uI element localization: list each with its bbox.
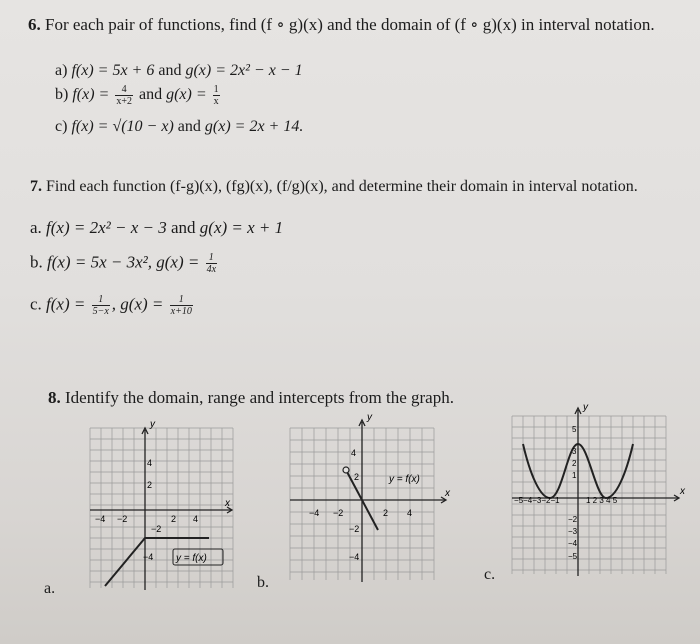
graph-a-tick: −2 bbox=[151, 524, 162, 534]
graph-a-grid bbox=[90, 428, 233, 588]
graph-c-tick: −4 bbox=[568, 539, 578, 548]
graph-a-x-axis-label: x bbox=[225, 498, 230, 509]
problem-7-item-b: b. f(x) = 5x − 3x², g(x) = $\frac{1}{4x}$ bbox=[30, 252, 217, 275]
graph-c-letter: c. bbox=[484, 566, 496, 583]
graph-a-tick: 2 bbox=[147, 480, 153, 490]
graph-a-tick: 4 bbox=[193, 514, 199, 524]
fraction: $\frac{1}{x}$ bbox=[213, 84, 219, 107]
graph-a bbox=[85, 418, 235, 593]
graph-c-tick: 1 bbox=[572, 471, 577, 480]
graph-a-tick: −4 bbox=[143, 552, 154, 562]
problem-7-prompt: 7. Find each function (f-g)(x), (fg)(x), (f/g)(x), and determine their domain in interval notation. bbox=[30, 178, 638, 195]
problem-6-item-c: c) f(x) = √(10 − x) and g(x) = 2x + 14. bbox=[55, 118, 304, 135]
graph-c-y-axis-label: y bbox=[583, 402, 588, 413]
fraction: $\frac{4}{x+2}$ bbox=[116, 84, 132, 107]
fraction: $\frac{1}{x+10}$ bbox=[170, 294, 192, 317]
graph-b-tick: −2 bbox=[349, 524, 360, 534]
graph-b-tick: 4 bbox=[407, 508, 413, 518]
graph-c-tick: 2 bbox=[572, 459, 577, 468]
graph-a-y-axis-label: y bbox=[150, 419, 155, 430]
graph-b-open-endpoint bbox=[343, 467, 349, 473]
fraction: $\frac{1}{4x}$ bbox=[206, 252, 217, 275]
graph-a-tick: 4 bbox=[147, 458, 153, 468]
graph-a-tick: 2 bbox=[171, 514, 177, 524]
graph-b-letter: b. bbox=[257, 574, 269, 591]
graph-c-grid bbox=[512, 416, 666, 574]
graph-a-tick: −4 bbox=[95, 514, 106, 524]
graph-b-function-label: y = f(x) bbox=[389, 474, 420, 485]
graph-b-y-axis-label: y bbox=[367, 412, 372, 423]
graph-c-tick: −3 bbox=[568, 527, 578, 536]
graph-c-tick: −5 bbox=[568, 552, 578, 561]
problem-6-item-b: b) f(x) = $\frac{4}{x+2}$ and g(x) = $\frac{1}{x}$ bbox=[55, 84, 219, 107]
fraction: $\frac{1}{5-x}$ bbox=[92, 294, 109, 317]
graph-b bbox=[285, 408, 455, 583]
graph-c bbox=[508, 402, 688, 577]
problem-7-item-a: a. f(x) = 2x² − x − 3 and g(x) = x + 1 bbox=[30, 218, 284, 237]
graph-b-axes bbox=[290, 420, 446, 582]
problem-7-item-c: c. f(x) = $\frac{1}{5-x}$ , g(x) = $\frac{1}{x+10}$ bbox=[30, 294, 192, 317]
problem-6-prompt: 6. For each pair of functions, find (f ∘ g)(x) and the domain of (f ∘ g)(x) in interval notation. bbox=[28, 15, 655, 34]
graph-b-tick: −2 bbox=[333, 508, 344, 518]
graph-c-axes bbox=[512, 408, 679, 576]
graph-a-function-label: y = f(x) bbox=[176, 553, 207, 564]
graph-a-tick: −2 bbox=[117, 514, 128, 524]
graph-c-tick: 1 2 3 4 5 bbox=[586, 496, 618, 505]
graph-c-tick: −2 bbox=[568, 515, 578, 524]
graph-c-tick: 5 bbox=[572, 425, 577, 434]
graph-b-x-axis-label: x bbox=[445, 488, 450, 499]
graph-c-x-axis-label: x bbox=[680, 486, 685, 497]
graph-b-tick: −4 bbox=[349, 552, 360, 562]
graph-c-tick: −5−4−3−2−1 bbox=[514, 496, 560, 505]
graph-c-tick: 3 bbox=[572, 447, 577, 456]
graph-a-letter: a. bbox=[44, 580, 56, 597]
graph-b-tick: 4 bbox=[351, 448, 357, 458]
problem-6-item-a: a) f(x) = 5x + 6 and g(x) = 2x² − x − 1 bbox=[55, 62, 303, 79]
graph-b-tick: 2 bbox=[354, 472, 360, 482]
problem-8-prompt: 8. Identify the domain, range and intercepts from the graph. bbox=[48, 388, 454, 407]
graph-b-tick: 2 bbox=[383, 508, 389, 518]
graph-b-tick: −4 bbox=[309, 508, 320, 518]
